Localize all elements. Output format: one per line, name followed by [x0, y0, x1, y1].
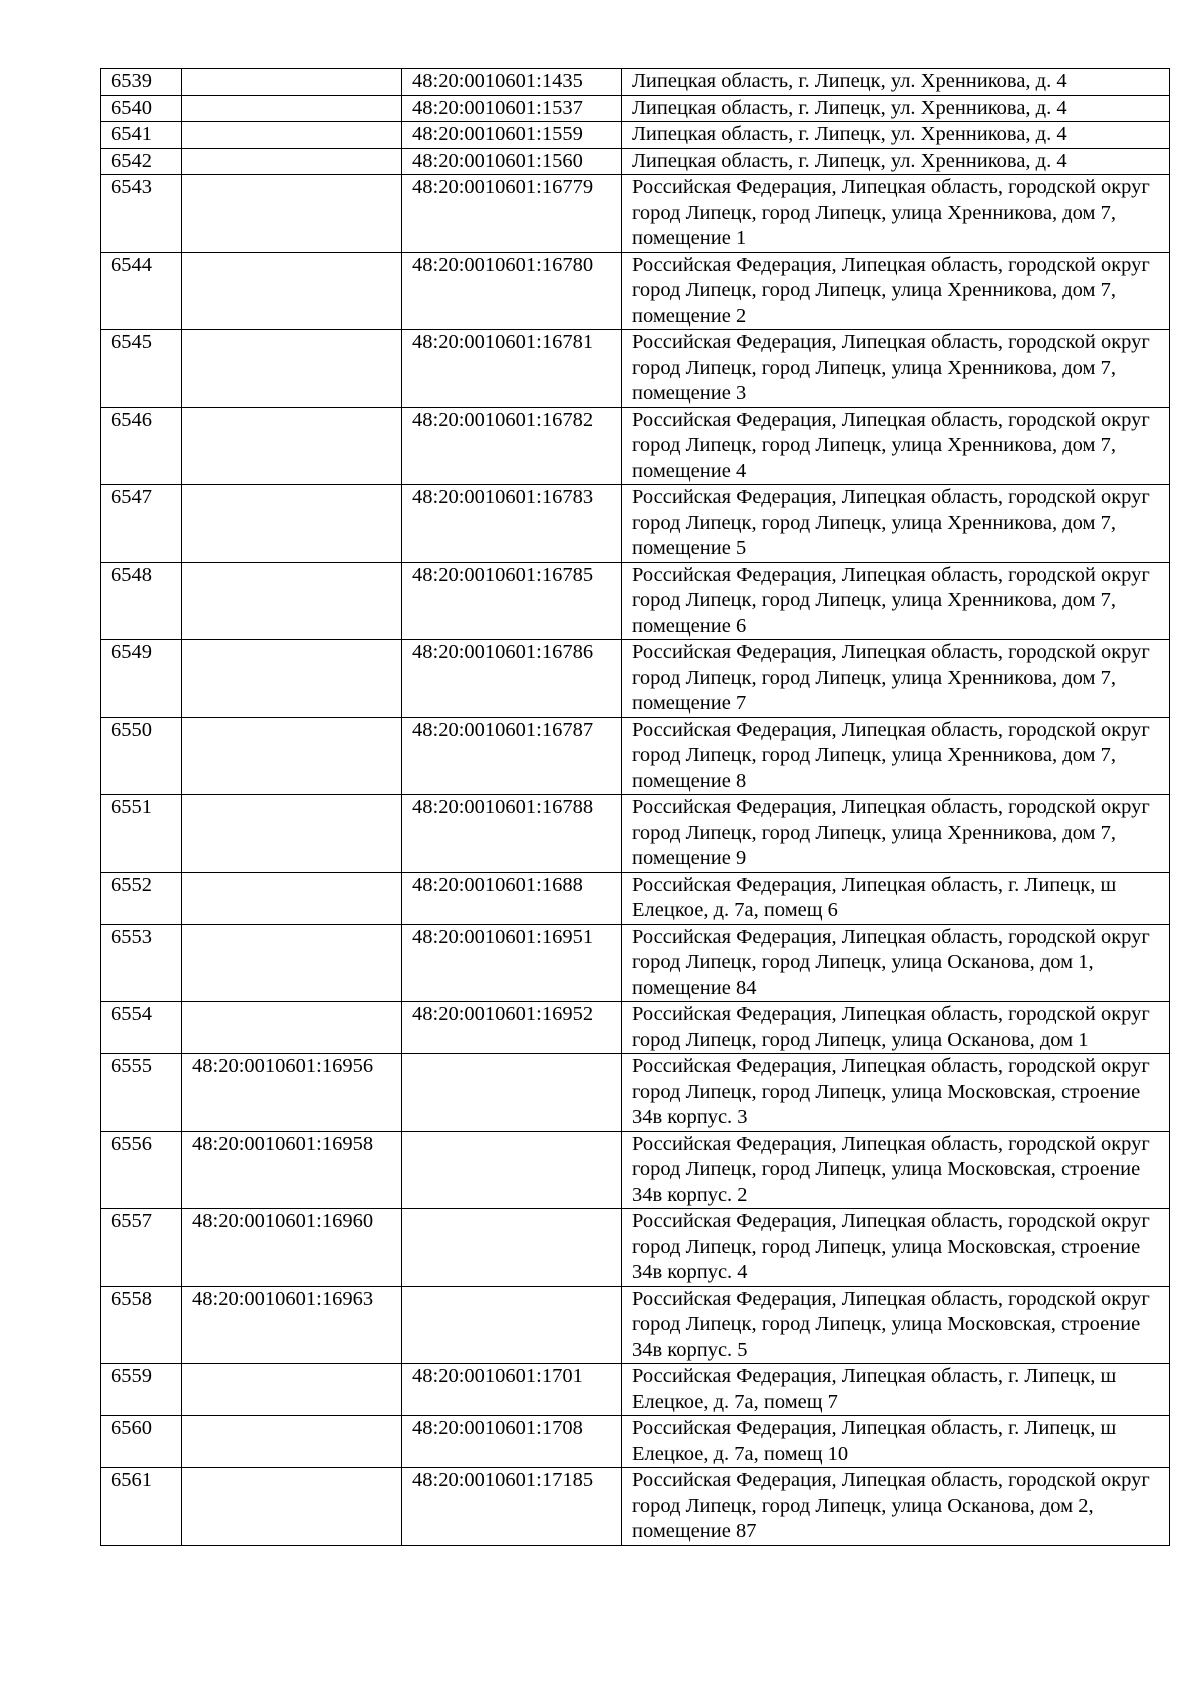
property-register-table	[100, 68, 1170, 1546]
row-number-cell: 6551	[101, 795, 182, 873]
address-cell: Российская Федерация, Липецкая область, г. Липецк, ш Елецкое, д. 7а, помещ 6	[622, 872, 1170, 924]
row-number-cell: 6552	[101, 872, 182, 924]
building-cadastral-number-cell	[182, 717, 402, 795]
room-cadastral-number-cell: 48:20:0010601:16951	[402, 924, 622, 1002]
row-number-cell: 6560	[101, 1416, 182, 1468]
table-row	[101, 69, 1170, 96]
room-cadastral-number-cell	[402, 1131, 622, 1209]
table-row	[101, 407, 1170, 485]
building-cadastral-number-cell	[182, 795, 402, 873]
row-number-cell: 6546	[101, 407, 182, 485]
address-cell: Российская Федерация, Липецкая область, городской округ город Липецк, город Липецк, улица Хренникова, дом 7, помещение 4	[622, 407, 1170, 485]
address-cell: Российская Федерация, Липецкая область, городской округ город Липецк, город Липецк, улица Московская, строение 34в корпус. 5	[622, 1286, 1170, 1364]
row-number-cell: 6554	[101, 1002, 182, 1054]
room-cadastral-number-cell: 48:20:0010601:1559	[402, 122, 622, 149]
room-cadastral-number-cell: 48:20:0010601:16779	[402, 175, 622, 253]
table-row	[101, 330, 1170, 408]
building-cadastral-number-cell	[182, 95, 402, 122]
building-cadastral-number-cell	[182, 330, 402, 408]
building-cadastral-number-cell	[182, 175, 402, 253]
table-row	[101, 717, 1170, 795]
room-cadastral-number-cell: 48:20:0010601:1435	[402, 69, 622, 96]
building-cadastral-number-cell	[182, 1364, 402, 1416]
room-cadastral-number-cell: 48:20:0010601:1708	[402, 1416, 622, 1468]
table-row	[101, 1364, 1170, 1416]
address-cell: Российская Федерация, Липецкая область, городской округ город Липецк, город Липецк, улица Хренникова, дом 7, помещение 3	[622, 330, 1170, 408]
row-number-cell: 6539	[101, 69, 182, 96]
room-cadastral-number-cell: 48:20:0010601:17185	[402, 1468, 622, 1546]
building-cadastral-number-cell	[182, 1416, 402, 1468]
room-cadastral-number-cell: 48:20:0010601:16785	[402, 562, 622, 640]
table-row	[101, 795, 1170, 873]
address-cell: Липецкая область, г. Липецк, ул. Хренникова, д. 4	[622, 122, 1170, 149]
table-row	[101, 175, 1170, 253]
row-number-cell: 6561	[101, 1468, 182, 1546]
address-cell: Липецкая область, г. Липецк, ул. Хренникова, д. 4	[622, 95, 1170, 122]
row-number-cell: 6545	[101, 330, 182, 408]
address-cell: Российская Федерация, Липецкая область, городской округ город Липецк, город Липецк, улица Осканова, дом 1	[622, 1002, 1170, 1054]
table-row	[101, 148, 1170, 175]
building-cadastral-number-cell	[182, 69, 402, 96]
address-cell: Липецкая область, г. Липецк, ул. Хренникова, д. 4	[622, 69, 1170, 96]
address-cell: Российская Федерация, Липецкая область, городской округ город Липецк, город Липецк, улица Хренникова, дом 7, помещение 7	[622, 640, 1170, 718]
row-number-cell: 6544	[101, 252, 182, 330]
room-cadastral-number-cell: 48:20:0010601:16780	[402, 252, 622, 330]
room-cadastral-number-cell: 48:20:0010601:16786	[402, 640, 622, 718]
row-number-cell: 6540	[101, 95, 182, 122]
address-cell: Российская Федерация, Липецкая область, городской округ город Липецк, город Липецк, улица Осканова, дом 1, помещение 84	[622, 924, 1170, 1002]
table-body	[101, 69, 1170, 1546]
row-number-cell: 6549	[101, 640, 182, 718]
room-cadastral-number-cell: 48:20:0010601:1688	[402, 872, 622, 924]
building-cadastral-number-cell	[182, 148, 402, 175]
building-cadastral-number-cell	[182, 924, 402, 1002]
address-cell: Российская Федерация, Липецкая область, городской округ город Липецк, город Липецк, улица Хренникова, дом 7, помещение 8	[622, 717, 1170, 795]
room-cadastral-number-cell: 48:20:0010601:16788	[402, 795, 622, 873]
address-cell: Российская Федерация, Липецкая область, городской округ город Липецк, город Липецк, улица Хренникова, дом 7, помещение 1	[622, 175, 1170, 253]
table-row	[101, 872, 1170, 924]
row-number-cell: 6553	[101, 924, 182, 1002]
room-cadastral-number-cell	[402, 1209, 622, 1287]
address-cell: Российская Федерация, Липецкая область, городской округ город Липецк, город Липецк, улица Хренникова, дом 7, помещение 5	[622, 485, 1170, 563]
table-row	[101, 252, 1170, 330]
row-number-cell: 6556	[101, 1131, 182, 1209]
table-row	[101, 1002, 1170, 1054]
row-number-cell: 6555	[101, 1054, 182, 1132]
building-cadastral-number-cell	[182, 1002, 402, 1054]
room-cadastral-number-cell: 48:20:0010601:1537	[402, 95, 622, 122]
building-cadastral-number-cell: 48:20:0010601:16956	[182, 1054, 402, 1132]
address-cell: Российская Федерация, Липецкая область, городской округ город Липецк, город Липецк, улица Осканова, дом 2, помещение 87	[622, 1468, 1170, 1546]
table-row	[101, 562, 1170, 640]
document-page	[100, 68, 1169, 1546]
table-row	[101, 1468, 1170, 1546]
address-cell: Российская Федерация, Липецкая область, городской округ город Липецк, город Липецк, улица Хренникова, дом 7, помещение 9	[622, 795, 1170, 873]
row-number-cell: 6542	[101, 148, 182, 175]
row-number-cell: 6543	[101, 175, 182, 253]
row-number-cell: 6559	[101, 1364, 182, 1416]
table-row	[101, 95, 1170, 122]
address-cell: Российская Федерация, Липецкая область, городской округ город Липецк, город Липецк, улица Московская, строение 34в корпус. 2	[622, 1131, 1170, 1209]
address-cell: Российская Федерация, Липецкая область, городской округ город Липецк, город Липецк, улица Московская, строение 34в корпус. 4	[622, 1209, 1170, 1287]
building-cadastral-number-cell: 48:20:0010601:16963	[182, 1286, 402, 1364]
building-cadastral-number-cell	[182, 407, 402, 485]
room-cadastral-number-cell: 48:20:0010601:16781	[402, 330, 622, 408]
building-cadastral-number-cell: 48:20:0010601:16958	[182, 1131, 402, 1209]
room-cadastral-number-cell	[402, 1054, 622, 1132]
room-cadastral-number-cell: 48:20:0010601:1560	[402, 148, 622, 175]
row-number-cell: 6550	[101, 717, 182, 795]
building-cadastral-number-cell	[182, 872, 402, 924]
address-cell: Российская Федерация, Липецкая область, городской округ город Липецк, город Липецк, улица Московская, строение 34в корпус. 3	[622, 1054, 1170, 1132]
row-number-cell: 6557	[101, 1209, 182, 1287]
address-cell: Российская Федерация, Липецкая область, городской округ город Липецк, город Липецк, улица Хренникова, дом 7, помещение 6	[622, 562, 1170, 640]
table-row	[101, 1416, 1170, 1468]
room-cadastral-number-cell	[402, 1286, 622, 1364]
room-cadastral-number-cell: 48:20:0010601:16787	[402, 717, 622, 795]
table-row	[101, 1209, 1170, 1287]
row-number-cell: 6547	[101, 485, 182, 563]
table-row	[101, 485, 1170, 563]
table-row	[101, 1054, 1170, 1132]
building-cadastral-number-cell	[182, 252, 402, 330]
row-number-cell: 6558	[101, 1286, 182, 1364]
table-row	[101, 924, 1170, 1002]
table-row	[101, 1286, 1170, 1364]
table-row	[101, 1131, 1170, 1209]
building-cadastral-number-cell	[182, 640, 402, 718]
table-row	[101, 122, 1170, 149]
address-cell: Российская Федерация, Липецкая область, г. Липецк, ш Елецкое, д. 7а, помещ 10	[622, 1416, 1170, 1468]
room-cadastral-number-cell: 48:20:0010601:16782	[402, 407, 622, 485]
row-number-cell: 6548	[101, 562, 182, 640]
building-cadastral-number-cell	[182, 562, 402, 640]
building-cadastral-number-cell	[182, 1468, 402, 1546]
building-cadastral-number-cell: 48:20:0010601:16960	[182, 1209, 402, 1287]
building-cadastral-number-cell	[182, 122, 402, 149]
building-cadastral-number-cell	[182, 485, 402, 563]
address-cell: Российская Федерация, Липецкая область, г. Липецк, ш Елецкое, д. 7а, помещ 7	[622, 1364, 1170, 1416]
address-cell: Российская Федерация, Липецкая область, городской округ город Липецк, город Липецк, улица Хренникова, дом 7, помещение 2	[622, 252, 1170, 330]
address-cell: Липецкая область, г. Липецк, ул. Хренникова, д. 4	[622, 148, 1170, 175]
table-row	[101, 640, 1170, 718]
row-number-cell: 6541	[101, 122, 182, 149]
room-cadastral-number-cell: 48:20:0010601:1701	[402, 1364, 622, 1416]
room-cadastral-number-cell: 48:20:0010601:16952	[402, 1002, 622, 1054]
room-cadastral-number-cell: 48:20:0010601:16783	[402, 485, 622, 563]
